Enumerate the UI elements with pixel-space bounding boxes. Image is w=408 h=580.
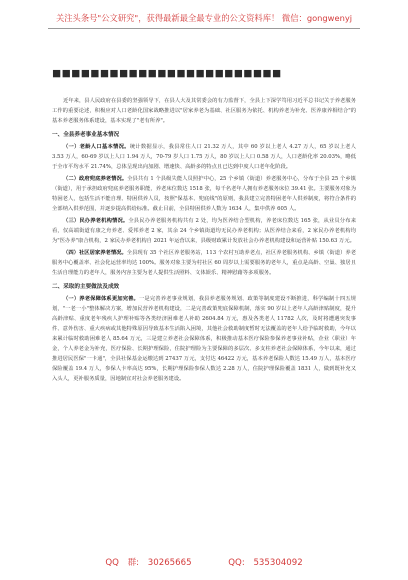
intro-paragraph: 近年来，县人民政府在县委的坚强领导下，在县人大及其常委会的有力监督下，全县上下深学笃用习近平总书记关于养老服务工作的重要论述，积极应对人口老龄化国家战略推进以"居家养老为基础、社区服务为依托、机构养老为补充、医养康养相结合"的基本养老服务体系建设，基本实现了"老有所养"。 — [52, 98, 356, 124]
subheading-label: （四）社区居家养老情况。 — [63, 250, 127, 256]
qq-group-text: QQ 群: 30265665 — [105, 558, 192, 568]
promo-banner: 关注头条号"公文研究"，获得最新最全最专业的公文资料库！ 微信：gongwenyj — [55, 13, 353, 23]
paragraph-government-care — [52, 174, 356, 214]
subheading-label: （一）养老保障体系更加完善。 — [63, 296, 139, 302]
section-heading-1: 一、全县养老事业基本情况 — [52, 132, 120, 138]
paragraph-security-system — [52, 294, 356, 384]
paragraph-private-institutions — [52, 216, 356, 246]
paragraph-community-care — [52, 248, 356, 278]
section-heading-2: 二、采取的主要做法及成效 — [52, 284, 120, 290]
contact-footer — [0, 556, 408, 568]
paragraph-text: 一是完善养老事业规划，我县养老服务规划、政策等制度建设不断推进，科学编制十四五规划，"一老一小"整体解决方案，增加民营养老机构建设，二是完善政策兜底保障机制，落实 90 岁以上老年人高龄津贴制度，提升高龄津贴、重度老年残疾人护理补贴等各类经济困难老人补助 2604.84 万元，惠及各类老人 11782 人次，及时将遭遇突发事件、意外伤害、重大疾病或其他特殊原因导致基本生活陷入困境，其他社会救助制度暂时无法覆盖的老年人给予临时救助，今年以来累计临时救助困难老人 85.64 万元，三是建立养老社会保障体系，积极推动基本医疗保险参保养老事业补贴，企业（职业）年金，个人养老金为补充，医疗保险、长期护理保险，住院护理险为主要保障的多层次、多支柱养老社会保障体系，今年以来，通过推进居民医保"一卡通"，全县社保基金运缴达到 27437 万元，支付达 46422 万元，基本养老保险人数达 15.49 万人，基本医疗保险覆盖 19.4 万人，参保人卡率高达 95%，长期护理保险参保人数达 2.28 万人，住院护理保险覆盖 1831 人，做到既补充又入头人，更补服务质量，因地制宜对社会养老服务建设。 — [52, 296, 356, 382]
subheading-label: （一）老龄人口基本情况。 — [63, 144, 130, 150]
subheading-label: （二）政府兜底养老情况。 — [63, 176, 128, 182]
header-divider — [48, 28, 360, 29]
paragraph-elderly-population — [52, 142, 356, 172]
qq-number-text: QQ: 535304092 — [228, 558, 303, 568]
paragraph-text: 全县现有 35 个社区养老服务站，113 个农村互助养老点，社区养老服务机构、乡镇（街道）养老服务中心覆盖率、社会化运营率均达 100%。服务对象主要为村社区 60 周岁以上需要服务的老年人，重点是高龄、空巢、独居且生活自理能力的老年人，服务内容主要为老人提供生活照料、文体娱乐、精神慰藉等多项服务。 — [52, 250, 356, 276]
paragraph-text: 统计数据显示，我县常住人口 21.32 万人，其中 60 岁以上老人 4.27 万人，65 岁以上老人 3.53 万人，60-69 岁以上人口 1.94 万人，70-79 岁人口 1.75 万人，80 岁以上人口 0.58 万人，人口老龄化率 20.03%，略低于全市平均水平 21.74%，总体呈现出向加剧、增速快、高龄多的特点且已达到中度人口老年化阶段。 — [52, 144, 356, 170]
paragraph-text: 全县民办养老服务机构共有 2 处，均为医养结合型机构，养老床位数达 165 张，从业员分布来看，仅高端街道有康之舟养老、爱邦养老 2 家，其余 24 个乡镇街道均无民办养老机构；从医养结合来看，2 家民办养老机构均为"医办养"康合机构，2 家民办养老机构自 2021 年运营以来，县级财政累计发放社会办养老机构建设和运营补贴 150.63 万元。 — [52, 218, 356, 244]
document-title: ■■■■■■■■■■■■■■■■■■■■■■■■ — [52, 68, 282, 79]
document-body — [52, 96, 356, 386]
subheading-label: （三）民办养老机构情况。 — [63, 218, 129, 224]
paragraph-text: 全县共有 1 个县级失能人员照护中心，25 个乡镇（街道）养老服务中心，分布于全县 25 个乡镇（街道），用于承担政府兜底养老服务职能，养老床位数达 1518 张，每千名老年人拥有养老服务床位 39.41 张。主要服务对象为特困老人，包括生活不能自理、特困供养人员，按照"保基本、兜底线"的原则，我县建立完善特困老年人供养制度，将符合条件的全部纳入供养范围，并逐步提高供给标准。截止目前，全县特困供养人数为 1634 人，集中供养 605 人。 — [52, 176, 356, 212]
